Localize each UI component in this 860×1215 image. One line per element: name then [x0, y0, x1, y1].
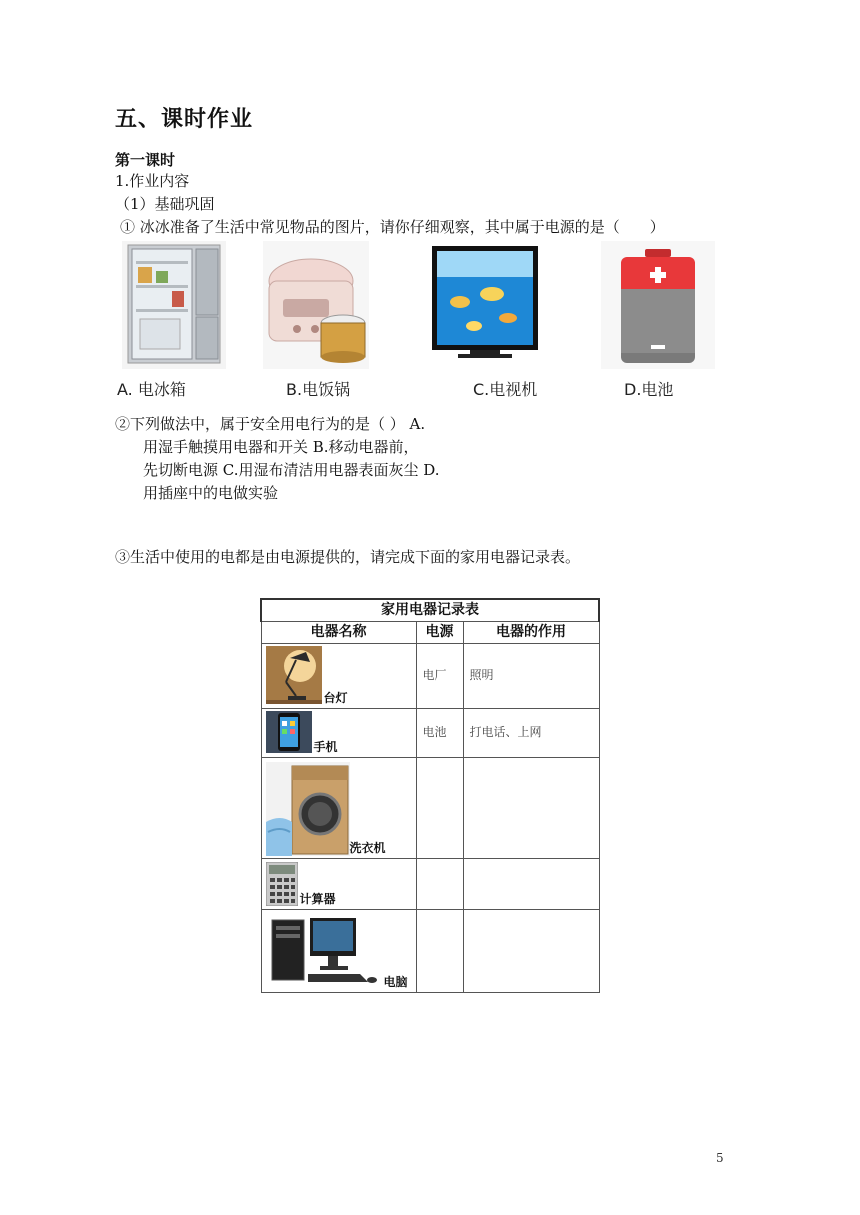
washing-machine-image [266, 762, 350, 856]
table-row [261, 859, 599, 910]
use-cell[interactable] [463, 758, 599, 859]
table-title: 家用电器记录表 [261, 599, 599, 622]
header-name: 电器名称 [261, 622, 416, 644]
appliance-name: 计算器 [299, 892, 336, 906]
calculator-image [266, 862, 298, 906]
source-cell[interactable]: 电厂 [416, 644, 463, 709]
fridge-image [122, 241, 226, 369]
table-row [261, 644, 599, 709]
question-2-line-4: 用插座中的电做实验 [143, 484, 279, 502]
battery-image [601, 241, 715, 369]
desk-lamp-image [266, 646, 322, 704]
use-cell[interactable] [463, 910, 599, 993]
computer-image [270, 914, 382, 988]
table-row [261, 758, 599, 859]
name-cell [261, 758, 416, 859]
name-cell [261, 910, 416, 993]
source-cell[interactable] [416, 859, 463, 910]
question-2-line-2: 用湿手触摸用电器和开关 B.移动电器前， [143, 438, 419, 456]
lesson-title: 第一课时 [115, 151, 176, 169]
header-use: 电器的作用 [463, 622, 599, 644]
question-2-line-3: 先切断电源 C.用湿布清洁用电器表面灰尘 D. [143, 461, 440, 479]
option-d-label: D.电池 [624, 380, 674, 399]
tv-image [430, 242, 542, 368]
use-cell[interactable]: 打电话、上网 [463, 709, 599, 758]
source-cell[interactable] [416, 910, 463, 993]
appliance-record-table [260, 598, 600, 993]
option-a-label: A. 电冰箱 [117, 380, 186, 399]
option-b-label: B.电饭锅 [286, 380, 351, 399]
source-cell[interactable]: 电池 [416, 709, 463, 758]
appliance-name: 洗衣机 [349, 841, 386, 855]
use-cell[interactable]: 照明 [463, 644, 599, 709]
option-c-label: C.电视机 [473, 380, 538, 399]
question-3: ③生活中使用的电都是由电源提供的，请完成下面的家用电器记录表。 [115, 548, 581, 566]
item-subheading: （1）基础巩固 [115, 195, 215, 213]
name-cell [261, 709, 416, 758]
rice-cooker-image [263, 241, 369, 369]
source-cell[interactable] [416, 758, 463, 859]
name-cell [261, 644, 416, 709]
header-source: 电源 [416, 622, 463, 644]
table-row [261, 910, 599, 993]
question-2-line-1: ②下列做法中，属于安全用电行为的是（ ） A. [115, 415, 426, 433]
name-cell [261, 859, 416, 910]
appliance-name: 手机 [313, 740, 338, 754]
table-row [261, 709, 599, 758]
appliance-name: 台灯 [323, 691, 348, 705]
section-title: 五、课时作业 [115, 107, 254, 132]
appliance-name: 电脑 [383, 975, 408, 989]
use-cell[interactable] [463, 859, 599, 910]
page-number: 5 [716, 1151, 724, 1165]
item-heading: 1.作业内容 [115, 172, 190, 190]
question-1: ① 冰冰准备了生活中常见物品的图片，请你仔细观察，其中属于电源的是（ ） [120, 218, 665, 236]
mobile-phone-image [266, 711, 312, 753]
